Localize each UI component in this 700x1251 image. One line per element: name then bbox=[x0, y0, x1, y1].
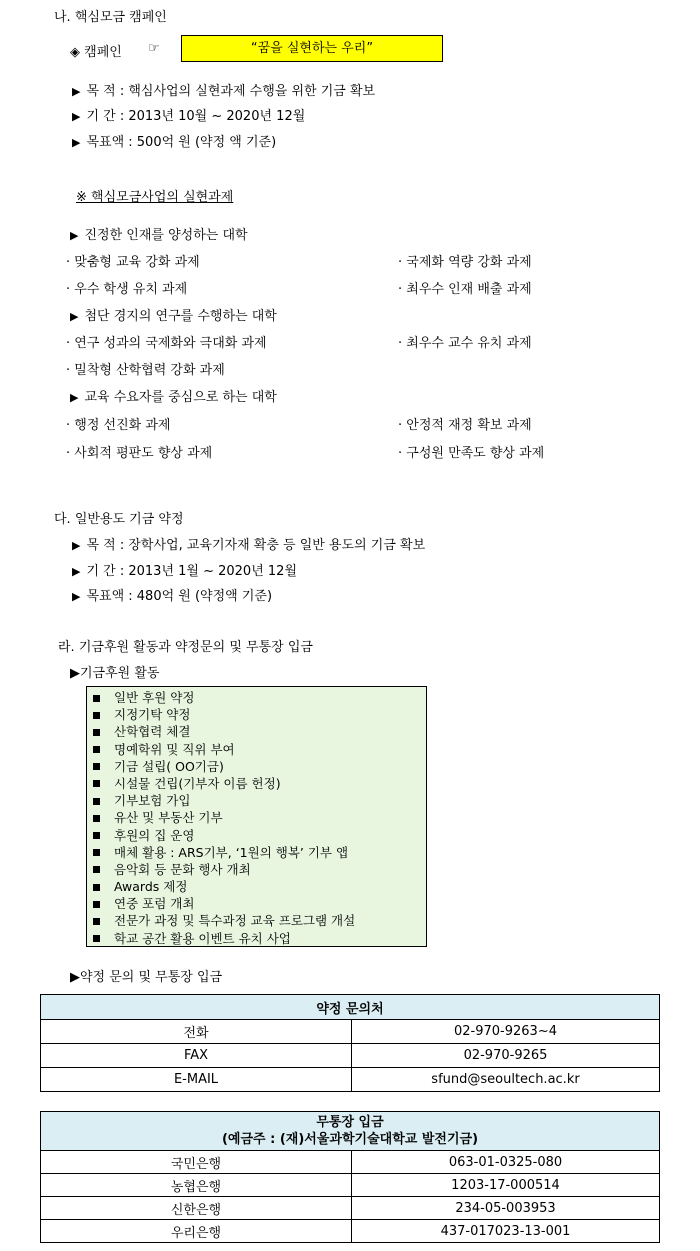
email-label: E-MAIL bbox=[41, 1068, 352, 1092]
triangle-icon: ▶ bbox=[72, 85, 81, 98]
list-item: 산학협력 체결 bbox=[93, 723, 426, 740]
task-item: · 밀착형 산학협력 강화 과제 bbox=[66, 363, 225, 378]
activities-title: ▶기금후원 활동 bbox=[70, 666, 160, 681]
list-item: 후원의 집 운영 bbox=[93, 827, 426, 844]
list-item: 기부보험 가입 bbox=[93, 792, 426, 809]
activities-list bbox=[93, 689, 426, 947]
task-item: · 우수 학생 유치 과제 bbox=[66, 282, 188, 297]
bullet-icon bbox=[93, 901, 100, 908]
contact-table-header: 약정 문의처 bbox=[41, 995, 660, 1020]
list-item: 명예학위 및 직위 부여 bbox=[93, 741, 426, 758]
bullet-icon bbox=[93, 935, 100, 942]
list-item: 기금 설립( OO기금) bbox=[93, 758, 426, 775]
table-row bbox=[41, 1174, 660, 1197]
bank-table bbox=[40, 1111, 660, 1243]
triangle-icon: ▶ bbox=[72, 539, 81, 552]
bank-name: 우리은행 bbox=[41, 1220, 352, 1243]
bank-name: 농협은행 bbox=[41, 1174, 352, 1197]
bullet-icon bbox=[93, 763, 100, 770]
bullet-icon bbox=[93, 884, 100, 891]
task-item: · 최우수 교수 유치 과제 bbox=[398, 336, 532, 351]
bullet-icon bbox=[93, 729, 100, 736]
pointer-icon: ☞ bbox=[148, 41, 160, 56]
triangle-icon: ▶ bbox=[70, 391, 79, 404]
bullet-icon bbox=[93, 712, 100, 719]
contact-table bbox=[40, 994, 660, 1092]
section-na-heading: 나. 핵심모금 캠페인 bbox=[54, 10, 167, 25]
list-item: Awards 제정 bbox=[93, 878, 426, 895]
list-item: 지정기탁 약정 bbox=[93, 706, 426, 723]
task-item: · 안정적 재정 확보 과제 bbox=[398, 418, 532, 433]
list-item: 유산 및 부동산 기부 bbox=[93, 809, 426, 826]
period-row: ▶ 기 간 : 2013년 10월 ~ 2020년 12월 bbox=[72, 109, 306, 124]
bank-header-holder: (예금주 : (재)서울과학기술대학교 발전기금) bbox=[221, 1132, 479, 1147]
list-item: 학교 공간 활용 이벤트 유치 사업 bbox=[93, 930, 426, 947]
table-row bbox=[41, 1068, 660, 1092]
fax-value: 02-970-9265 bbox=[352, 1044, 660, 1068]
bank-name: 신한은행 bbox=[41, 1197, 352, 1220]
bank-table-header bbox=[41, 1112, 660, 1151]
bullet-icon bbox=[93, 918, 100, 925]
period-row: ▶ 기 간 : 2013년 1월 ~ 2020년 12월 bbox=[72, 564, 297, 579]
bank-name: 국민은행 bbox=[41, 1151, 352, 1174]
bullet-icon bbox=[93, 695, 100, 702]
account-number: 063-01-0325-080 bbox=[352, 1151, 660, 1174]
table-row bbox=[41, 1044, 660, 1068]
triangle-icon: ▶ bbox=[72, 565, 81, 578]
list-item: 음악회 등 문화 행사 개최 bbox=[93, 861, 426, 878]
bullet-icon bbox=[93, 815, 100, 822]
table-row bbox=[41, 1220, 660, 1243]
triangle-icon: ▶ bbox=[72, 136, 81, 149]
group-title: ▶ 첨단 경지의 연구를 수행하는 대학 bbox=[70, 309, 277, 324]
bullet-icon bbox=[93, 798, 100, 805]
group-title: ▶ 교육 수요자를 중심으로 하는 대학 bbox=[70, 390, 277, 405]
table-row bbox=[41, 1020, 660, 1044]
list-item: 매체 활용 : ARS기부, ‘1원의 행복’ 기부 앱 bbox=[93, 844, 426, 861]
list-item: 전문가 과정 및 특수과정 교육 프로그램 개설 bbox=[93, 912, 426, 929]
triangle-icon: ▶ bbox=[70, 310, 79, 323]
campaign-label: ◈ 캠페인 bbox=[70, 45, 122, 60]
group-title: ▶ 진정한 인재를 양성하는 대학 bbox=[70, 228, 248, 243]
phone-label: 전화 bbox=[41, 1020, 352, 1044]
bullet-icon bbox=[93, 849, 100, 856]
task-item: · 연구 성과의 국제화와 극대화 과제 bbox=[66, 336, 267, 351]
bullet-icon bbox=[93, 866, 100, 873]
campaign-slogan: “꿈을 실현하는 우리” bbox=[181, 35, 443, 62]
phone-value: 02-970-9263~4 bbox=[352, 1020, 660, 1044]
bullet-icon bbox=[93, 832, 100, 839]
task-item: · 최우수 인재 배출 과제 bbox=[398, 282, 532, 297]
account-number: 1203-17-000514 bbox=[352, 1174, 660, 1197]
triangle-icon: ▶ bbox=[72, 590, 81, 603]
target-row: ▶ 목표액 : 500억 원 (약정 액 기준) bbox=[72, 135, 277, 150]
bullet-icon bbox=[93, 780, 100, 787]
table-row bbox=[41, 1151, 660, 1174]
purpose-row: ▶ 목 적 : 핵심사업의 실현과제 수행을 위한 기금 확보 bbox=[72, 84, 376, 99]
list-item: 연중 포럼 개최 bbox=[93, 895, 426, 912]
fax-label: FAX bbox=[41, 1044, 352, 1068]
account-number: 234-05-003953 bbox=[352, 1197, 660, 1220]
task-item: · 맞춤형 교육 강화 과제 bbox=[66, 255, 200, 270]
account-number: 437-017023-13-001 bbox=[352, 1220, 660, 1243]
target-row: ▶ 목표액 : 480억 원 (약정액 기준) bbox=[72, 589, 273, 604]
triangle-icon: ▶ bbox=[72, 110, 81, 123]
email-value: sfund@seoultech.ac.kr bbox=[352, 1068, 660, 1092]
tasks-title: ※ 핵심모금사업의 실현과제 bbox=[76, 190, 234, 205]
contact-title: ▶약정 문의 및 무통장 입금 bbox=[70, 970, 223, 985]
task-item: · 행정 선진화 과제 bbox=[66, 418, 171, 433]
section-ra-heading: 라. 기금후원 활동과 약정문의 및 무통장 입금 bbox=[58, 640, 313, 655]
list-item: 일반 후원 약정 bbox=[93, 689, 426, 706]
triangle-icon: ▶ bbox=[70, 229, 79, 242]
bullet-icon bbox=[93, 746, 100, 753]
list-item: 시설물 건립(기부자 이름 헌정) bbox=[93, 775, 426, 792]
task-item: · 국제화 역량 강화 과제 bbox=[398, 255, 532, 270]
purpose-row: ▶ 목 적 : 장학사업, 교육기자재 확충 등 일반 용도의 기금 확보 bbox=[72, 538, 426, 553]
task-item: · 사회적 평판도 향상 과제 bbox=[66, 446, 213, 461]
bank-header-title: 무통장 입금 bbox=[316, 1115, 384, 1130]
task-item: · 구성원 만족도 향상 과제 bbox=[398, 446, 545, 461]
activities-box bbox=[86, 686, 427, 947]
section-da-heading: 다. 일반용도 기금 약정 bbox=[54, 512, 184, 527]
table-row bbox=[41, 1197, 660, 1220]
